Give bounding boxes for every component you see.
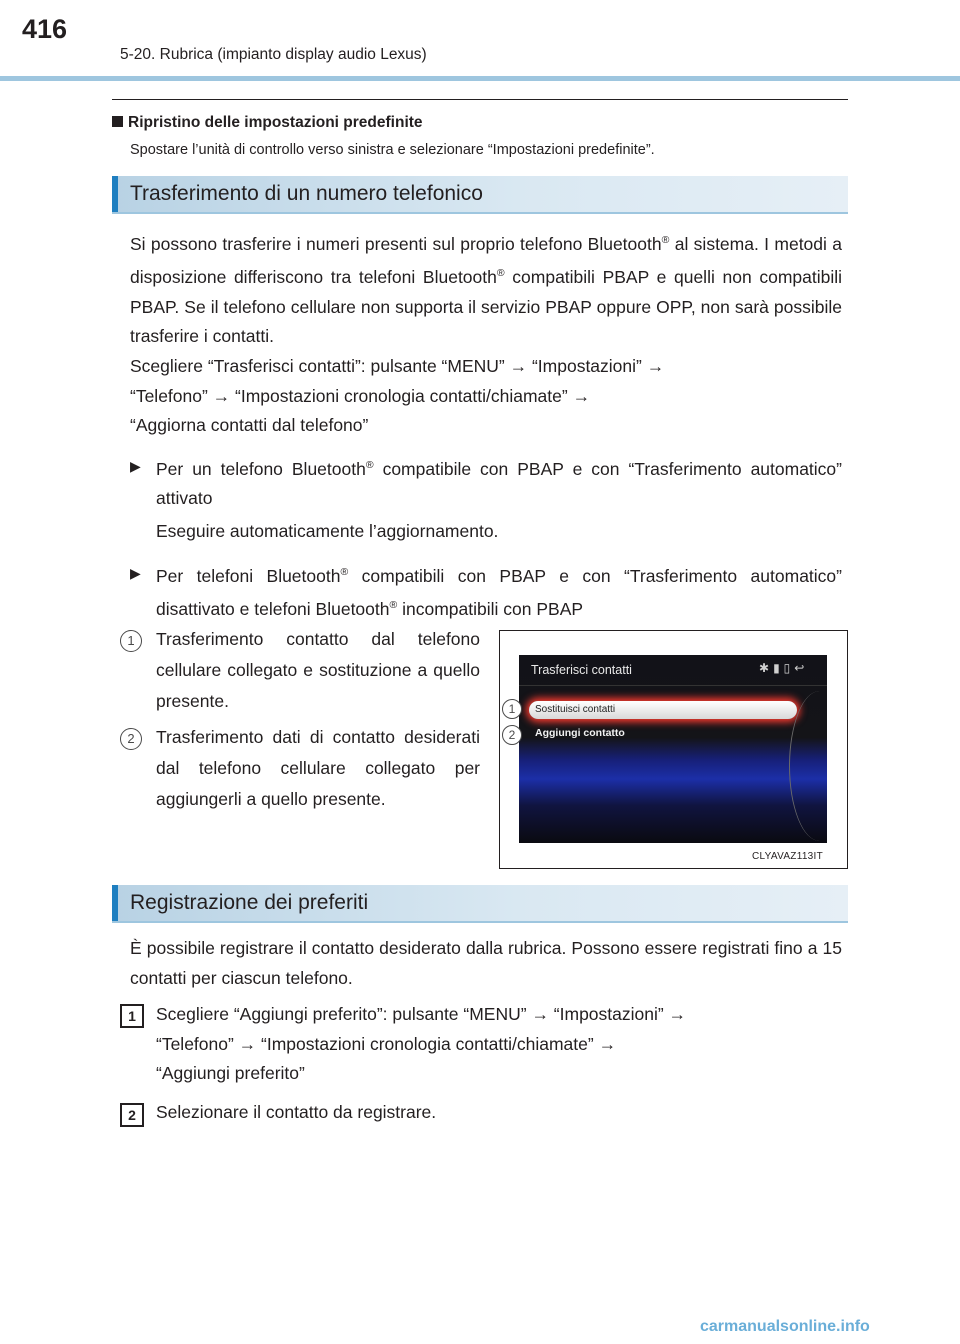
- triangle-bullet-icon: ▶: [130, 565, 141, 581]
- figure-code: CLYAVAZ113IT: [752, 851, 824, 862]
- step-1-line-2: “Telefono” → “Impostazioni cronologia contatti/chiamate” →: [156, 1034, 617, 1054]
- reset-text: Spostare l’unità di controllo verso sinistra e selezionare “Impostazioni predefinite”.: [130, 142, 655, 158]
- step-1-line-3: “Aggiungi preferito”: [156, 1063, 305, 1083]
- section-header-favorites: [112, 885, 848, 923]
- item-number-2: 2: [120, 728, 142, 750]
- item-2-text: Trasferimento dati di contatto desiderati dal telefono cellulare collegato per aggiungerli a quello presente.: [156, 727, 480, 809]
- favorites-intro: È possibile registrare il contatto desiderato dalla rubrica. Possono essere registrati fino a 15 contatti per ciascun telefono.: [130, 938, 842, 988]
- chapter-title: 5-20. Rubrica (impianto display audio Lexus): [120, 46, 427, 63]
- item-1-text: Trasferimento contatto dal telefono cellulare collegato e sostituzione a quello presente.: [156, 629, 480, 711]
- screen-separator: [519, 685, 827, 686]
- back-icon: ↩: [794, 661, 809, 675]
- section-header-transfer: [112, 176, 848, 214]
- reset-heading: Ripristino delle impostazioni predefinite: [112, 114, 423, 132]
- page-number: 416: [22, 14, 68, 44]
- bullet-1: Per un telefono Bluetooth® compatibile con PBAP e con “Trasferimento automatico” attivato: [156, 458, 842, 509]
- section-title: Registrazione dei preferiti: [130, 891, 369, 914]
- watermark: carmanualsonline.info: [700, 1318, 870, 1335]
- transfer-path-line-3: “Aggiorna contatti dal telefono”: [130, 415, 369, 435]
- transfer-path-line-1: Scegliere “Trasferisci contatti”: pulsante “MENU” → “Impostazioni” →: [130, 356, 665, 376]
- battery-icon: ▯: [783, 661, 795, 675]
- step-number-1: 1: [120, 1004, 144, 1028]
- bullet-1-detail: Eseguire automaticamente l’aggiornamento.: [156, 521, 499, 541]
- transfer-intro: Si possono trasferire i numeri presenti sul proprio telefono Bluetooth® al sistema. I metodi a disposizione differiscono tra telefoni Bluetooth® compatibili PBAP e quelli non compatibili PBAP. Se il telefono cellulare non supporta il servizio PBAP oppure OPP, non sarà possibile trasferire i contatti.: [130, 233, 843, 347]
- bluetooth-icon: ✱: [759, 661, 774, 675]
- square-bullet-icon: [112, 116, 123, 127]
- item-number-1: 1: [120, 630, 142, 652]
- signal-icon: ▮: [773, 661, 784, 675]
- bullet-2: Per telefoni Bluetooth® compatibili con PBAP e con “Trasferimento automatico” disattivato e telefoni Bluetooth® incompatibili con PBAP: [156, 565, 842, 620]
- option-replace-contacts[interactable]: Sostituisci contatti: [529, 701, 797, 719]
- callout-1: 1: [502, 699, 522, 719]
- section-title: Trasferimento di un numero telefonico: [130, 182, 483, 205]
- triangle-bullet-icon: ▶: [130, 458, 141, 474]
- section-tab: [112, 885, 118, 921]
- header-bar: [0, 76, 960, 81]
- step-2-text: Selezionare il contatto da registrare.: [156, 1102, 437, 1122]
- divider: [112, 99, 848, 100]
- status-icons: [759, 661, 808, 675]
- step-1-line-1: Scegliere “Aggiungi preferito”: pulsante “MENU” → “Impostazioni” →: [156, 1004, 687, 1024]
- option-add-contact[interactable]: Aggiungi contatto: [535, 727, 625, 739]
- section-tab: [112, 176, 118, 212]
- callout-2: 2: [502, 725, 522, 745]
- step-number-2: 2: [120, 1103, 144, 1127]
- transfer-path-line-2: “Telefono” → “Impostazioni cronologia contatti/chiamate” →: [130, 386, 591, 406]
- screen-title: Trasferisci contatti: [531, 663, 632, 677]
- display-screen: [519, 655, 827, 843]
